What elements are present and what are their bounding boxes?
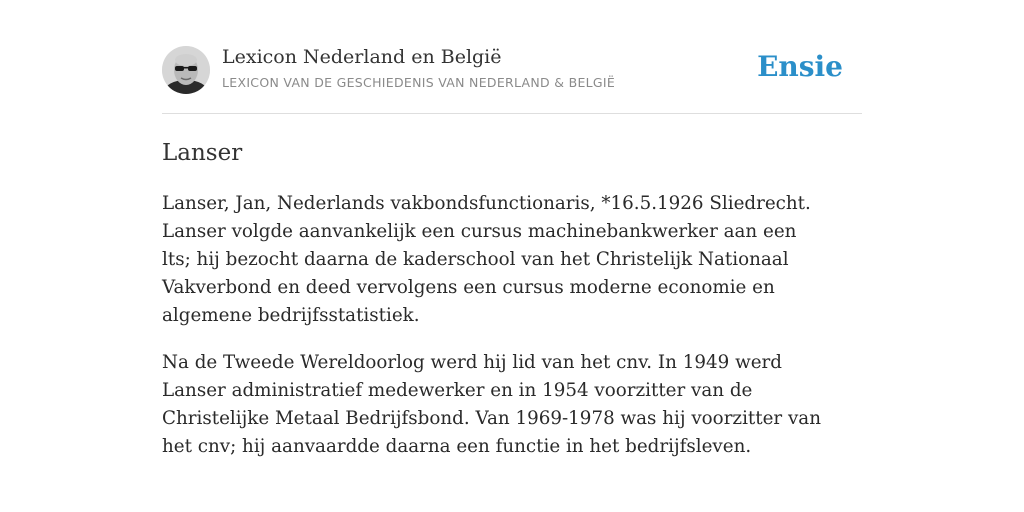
- site-title[interactable]: Lexicon Nederland en België: [222, 46, 502, 68]
- site-header: [162, 44, 862, 114]
- avatar-portrait-graphic: [162, 46, 210, 94]
- site-subtitle: LEXICON VAN DE GESCHIEDENIS VAN NEDERLAND & BELGIË: [222, 75, 616, 90]
- article-paragraph: Na de Tweede Wereldoorlog werd hij lid van het cnv. In 1949 werd Lanser administratief medewerker en in 1954 voorzitter van de Christelijke Metaal Bedrijfsbond. Van 1969-1978 was hij voorzitter van het cnv; hij aanvaardde daarna een functie in het bedrijfsleven.: [162, 352, 821, 457]
- ensie-logo[interactable]: Ensie: [757, 50, 843, 83]
- page-container: [162, 44, 862, 461]
- article-title: Lanser: [162, 140, 243, 166]
- article-paragraph: Lanser, Jan, Nederlands vakbondsfunctionaris, *16.5.1926 Sliedrecht. Lanser volgde aanvankelijk een cursus machinebankwerker aan een lts; hij bezocht daarna de kaderschool van het Christelijk Nationaal Vakverbond en deed vervolgens een cursus moderne economie en algemene bedrijfsstatistiek.: [162, 193, 811, 326]
- portrait-avatar-icon[interactable]: [162, 46, 210, 94]
